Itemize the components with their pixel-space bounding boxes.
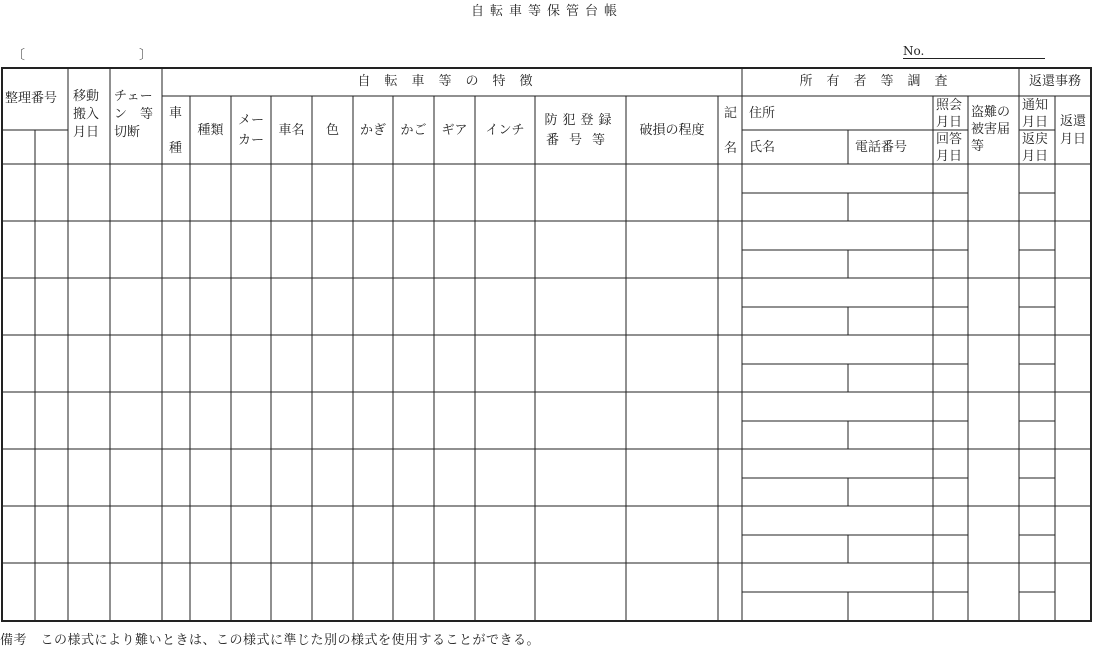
header-henkan-jimu: 返還事務 bbox=[1028, 74, 1081, 89]
header-shamei: 車名 bbox=[278, 123, 305, 138]
header-henkan-2: 月日 bbox=[1060, 132, 1087, 147]
header-tsuchi-1: 通知 bbox=[1022, 98, 1049, 113]
table-lines bbox=[2, 68, 1091, 621]
header-jusho: 住所 bbox=[749, 106, 776, 121]
header-gear: ギア bbox=[441, 123, 468, 138]
header-henrei-2: 月日 bbox=[1022, 149, 1049, 164]
header-seiri: 整理番号 bbox=[5, 91, 58, 106]
header-chain-1: チェー bbox=[114, 89, 153, 104]
header-shurui: 種類 bbox=[197, 123, 224, 138]
header-bohan-1: 防犯登録 bbox=[544, 113, 617, 128]
header-chain-3: 切断 bbox=[114, 125, 141, 140]
header-ido-3: 月日 bbox=[73, 125, 100, 140]
form-title: 自転車等保管台帳 bbox=[470, 4, 623, 19]
header-mei: 名 bbox=[724, 141, 738, 156]
header-shimei: 氏名 bbox=[749, 140, 776, 155]
remarks-note: 備考 この様式により難いときは、この様式に準じた別の様式を使用することができる。 bbox=[0, 633, 541, 648]
header-kagi: かぎ bbox=[359, 123, 386, 138]
header-henkan-1: 返還 bbox=[1060, 114, 1087, 129]
header-kaito-2: 月日 bbox=[936, 149, 963, 164]
header-kago: かご bbox=[400, 123, 427, 138]
header-tsuchi-2: 月日 bbox=[1022, 115, 1049, 130]
header-ido-2: 搬入 bbox=[73, 107, 100, 122]
header-denwa: 電話番号 bbox=[855, 140, 908, 155]
header-tonan-2: 被害届 bbox=[971, 122, 1011, 137]
header-ki: 記 bbox=[724, 106, 738, 121]
header-chain-2: ン 等 bbox=[114, 107, 154, 122]
header-maker-2: カー bbox=[237, 133, 264, 148]
header-shokai-2: 月日 bbox=[936, 115, 963, 130]
header-tonan-1: 盗難の bbox=[971, 105, 1011, 120]
header-tokucho: 自転車等の特徴 bbox=[357, 74, 547, 89]
header-bohan-2: 番号等 bbox=[545, 133, 615, 148]
header-hason: 破損の程度 bbox=[639, 123, 705, 138]
header-kaito-1: 回答 bbox=[936, 132, 963, 147]
header-inch: インチ bbox=[485, 123, 525, 138]
header-shokai-1: 照会 bbox=[936, 98, 963, 113]
header-tonan-3: 等 bbox=[971, 139, 985, 154]
table-border bbox=[2, 68, 1091, 621]
number-field[interactable]: No. bbox=[903, 44, 1045, 59]
bracket-close: 〕 bbox=[138, 48, 152, 63]
header-sha-1: 車 bbox=[169, 106, 183, 121]
header-iro: 色 bbox=[325, 123, 339, 138]
header-shoyusha: 所有者等調査 bbox=[799, 74, 962, 89]
header-sha-2: 種 bbox=[169, 141, 183, 156]
header-ido-1: 移動 bbox=[73, 89, 100, 104]
bracket-open: 〔 bbox=[12, 48, 26, 63]
header-maker-1: メー bbox=[237, 113, 264, 128]
header-henrei-1: 返戻 bbox=[1022, 132, 1049, 147]
